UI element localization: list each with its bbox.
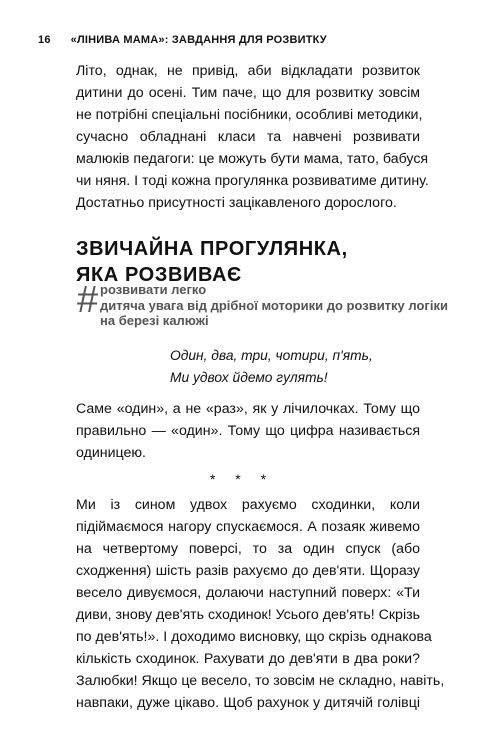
story-paragraph — [76, 494, 445, 714]
running-header — [38, 34, 446, 46]
heading-line: ЯКА РОЗВИВАЄ — [76, 264, 242, 286]
text-line: Саме «один», а не «раз», як у лічилочках. Тому що — [76, 401, 420, 417]
text-line: не потрібні спеціальні посібники, особливі методики, — [76, 107, 423, 123]
section-separator: * * * — [209, 471, 275, 487]
text-line: Літо, однак, не привід, аби відкладати розвиток — [76, 63, 420, 79]
hashtag-icon: # — [77, 279, 99, 321]
text-line: підіймаємося нагору спускаємося. А позаяк живемо — [76, 519, 420, 535]
verse-line: Один, два, три, чотири, п'ять, — [170, 348, 373, 363]
counting-paragraph — [76, 398, 420, 464]
tag-item: розвивати легко — [100, 282, 207, 297]
text-line: навпаки, дуже цікаво. Щоб рахунок у дитячій голівці — [76, 695, 420, 711]
text-line: Ми із сином удвох рахуємо сходинки, коли — [76, 497, 420, 513]
text-line: сходження) шість разів рахуємо до дев'яти. Щоразу — [76, 563, 420, 579]
tag-list — [100, 282, 448, 329]
text-line: на четвертому поверсі, то за один спуск (або — [76, 541, 420, 557]
verse-line: Ми удвох йдемо гулять! — [170, 370, 328, 385]
text-line: по дев'ять!». І доходимо висновку, що скрізь однакова — [76, 629, 432, 645]
tag-item: дитяча увага від дрібної моторики до розвитку логіки — [100, 297, 448, 313]
page-number: 16 — [38, 34, 51, 46]
intro-paragraph — [76, 60, 429, 214]
text-line: правильно — «один». Тому що цифра називається — [76, 423, 420, 439]
tag-item: на березі калюжі — [100, 313, 209, 328]
text-line: весело дивуємося, долаючи наступний поверх: «Ти — [76, 585, 420, 601]
text-line: Залюбки! Якщо це весело, то зовсім не складно, навіть, — [76, 673, 445, 689]
text-line: малюків педагоги: це можуть бути мама, тато, бабуся — [76, 151, 429, 167]
running-title: «ЛІНИВА МАМА»: ЗАВДАННЯ ДЛЯ РОЗВИТКУ — [70, 34, 327, 46]
text-line: дитини до осені. Тим паче, що для розвитку зовсім — [76, 85, 420, 101]
section-heading — [76, 236, 420, 288]
text-line: чи няня. І тоді кожна прогулянка розвиватиме дитину. — [76, 173, 429, 189]
text-line: диви, знову дев'ять сходинок! Усього дев'ять! Скрізь — [76, 607, 420, 623]
text-line: Достатньо присутності зацікавленого дорослого. — [76, 195, 397, 211]
text-line: сучасно обладнані класи та навчені розвивати — [76, 129, 420, 145]
text-line: кількість сходинок. Рахувати до дев'яти в два роки? — [76, 651, 420, 667]
counting-rhyme — [170, 345, 373, 389]
heading-line: ЗВИЧАЙНА ПРОГУЛЯНКА, — [76, 238, 348, 260]
text-line: одиницею. — [76, 445, 146, 461]
